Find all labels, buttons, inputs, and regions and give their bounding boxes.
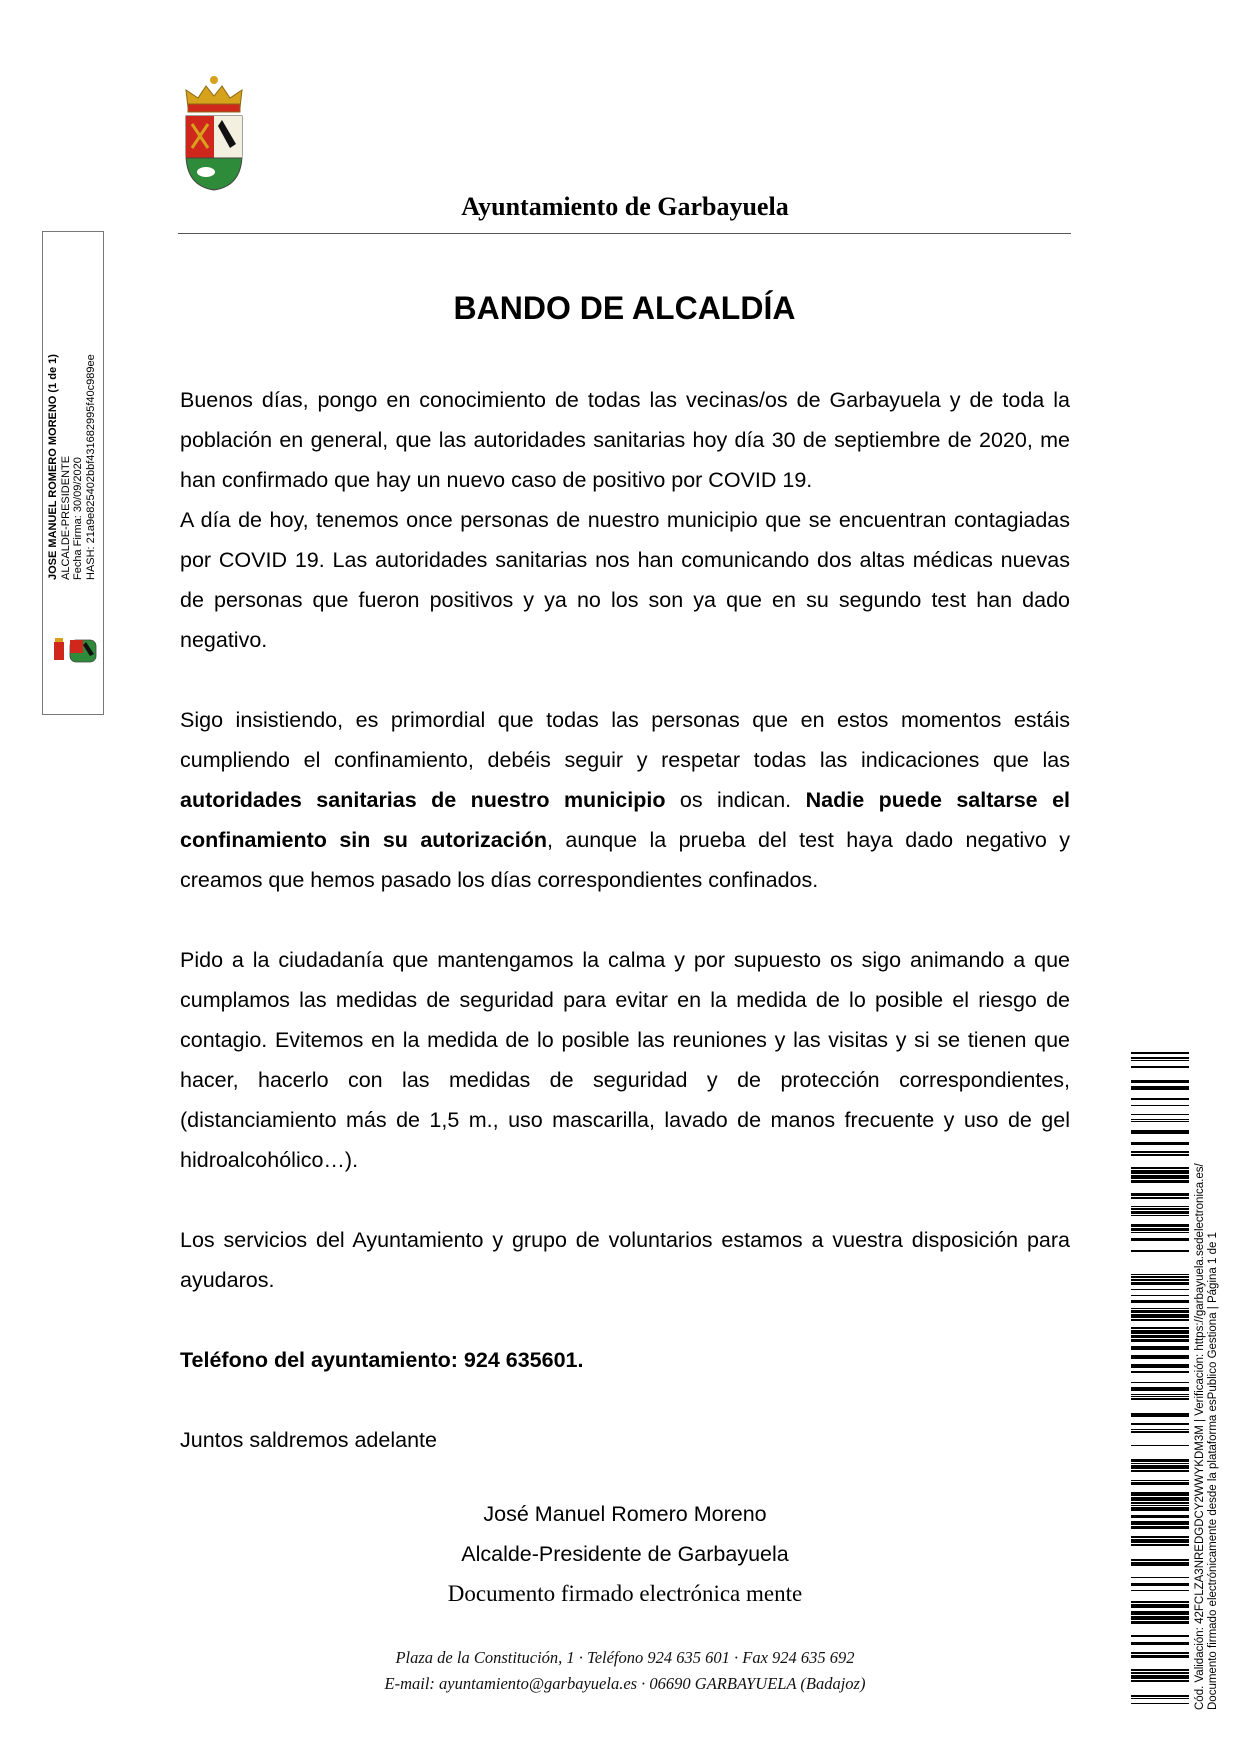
barcode-bar: [1131, 1429, 1189, 1430]
barcode-bar: [1131, 1536, 1189, 1538]
barcode-bar: [1131, 1121, 1189, 1122]
barcode-bar: [1131, 1224, 1189, 1227]
barcode-bar: [1131, 1335, 1189, 1338]
barcode-bar: [1131, 1052, 1189, 1054]
signature-block: [380, 1494, 870, 1614]
barcode-bar: [1131, 1105, 1189, 1106]
barcode-bar: [1131, 1130, 1189, 1134]
confinement-text-a: Sigo insistiendo, es primordial que todas las personas que en estos momentos estáis cumpliendo el confinamiento, debéis seguir y respetar todas las indicaciones que las: [180, 708, 1070, 772]
footer-email: E-mail: ayuntamiento@garbayuela.es · 06690 GARBAYUELA (Badajoz): [384, 1674, 866, 1693]
barcode-bar: [1131, 1346, 1189, 1350]
footer-address: Plaza de la Constitución, 1 · Teléfono 924 635 601 · Fax 924 635 692: [395, 1648, 855, 1667]
barcode-bar: [1131, 1170, 1189, 1174]
barcode-bar: [1131, 1431, 1189, 1433]
confinement-text-e: , aunque la prueba del test haya dado negativo y creamos que hemos pasado los días correspondientes confinados.: [180, 828, 1070, 892]
barcode-bar: [1131, 1279, 1189, 1281]
barcode-bar: [1131, 1423, 1189, 1425]
barcode-bar: [1131, 1635, 1189, 1637]
barcode-bar: [1131, 1655, 1189, 1658]
barcode-bar: [1131, 1142, 1189, 1145]
barcode-bar: [1131, 1642, 1189, 1645]
stamp-hash: HASH: 21a9e825402bbf431682995f40c989ee: [84, 354, 97, 580]
barcode-bar: [1131, 1698, 1189, 1699]
barcode-bar: [1131, 1228, 1189, 1231]
barcode-bar: [1131, 1364, 1189, 1368]
barcode-bar: [1131, 1086, 1189, 1090]
barcode-bar: [1131, 1197, 1189, 1199]
phone-text: Teléfono del ayuntamiento: 924 635601.: [180, 1348, 584, 1372]
signer-role: Alcalde-Presidente de Garbayuela: [461, 1542, 789, 1566]
municipal-crest-logo: [178, 74, 250, 192]
barcode-bar: [1131, 1680, 1189, 1682]
barcode-bar: [1131, 1396, 1189, 1397]
barcode-bar: [1131, 1695, 1189, 1697]
barcode-bar: [1131, 1482, 1189, 1485]
barcode-bar: [1131, 1308, 1189, 1309]
barcode-bar: [1131, 1066, 1189, 1068]
confinement-text-c: os indican.: [665, 788, 806, 812]
document-body: [180, 380, 1070, 1460]
barcode-bar: [1131, 1703, 1189, 1704]
barcode-bar: [1131, 1497, 1189, 1501]
barcode-bar: [1131, 1394, 1189, 1395]
barcode-bar: [1131, 1310, 1189, 1313]
barcode-bar: [1131, 1167, 1189, 1169]
barcode-bar: [1131, 1119, 1189, 1120]
barcode-bar: [1131, 1330, 1189, 1334]
stamp-signer: JOSE MANUEL ROMERO MORENO (1 de 1): [47, 354, 59, 580]
barcode-bar: [1131, 1057, 1189, 1059]
barcode-bar: [1131, 1669, 1189, 1671]
barcode-bar: [1131, 1211, 1189, 1214]
footer-contact: [300, 1645, 950, 1697]
barcode-bar: [1131, 1590, 1189, 1591]
barcode-bar: [1131, 1339, 1189, 1342]
barcode-bar: [1131, 1559, 1189, 1561]
barcode-bar: [1131, 1387, 1189, 1391]
barcode-bar: [1131, 1652, 1189, 1654]
barcode-bar: [1131, 1289, 1189, 1290]
barcode-bar: [1131, 1327, 1189, 1329]
barcode-bar: [1131, 1616, 1189, 1620]
validation-platform-line: Documento firmado electrónicamente desde la plataforma esPublico Gestiona | Página 1 de 1: [1207, 1232, 1219, 1710]
paragraph-services: Los servicios del Ayuntamiento y grupo de voluntarios estamos a vuestra disposición para ayudaros.: [180, 1228, 1070, 1292]
barcode-bar: [1131, 1175, 1189, 1179]
barcode-bar: [1131, 1502, 1189, 1504]
barcode-bar: [1131, 1314, 1189, 1318]
barcode-bar: [1131, 1413, 1189, 1417]
barcode-bar: [1131, 1371, 1189, 1373]
barcode-bar: [1131, 1583, 1189, 1586]
barcode-bar: [1131, 1355, 1189, 1359]
barcode-bar: [1131, 1604, 1189, 1608]
validation-barcode: [1131, 1052, 1189, 1704]
barcode-bar: [1131, 1154, 1189, 1156]
barcode-bar: [1131, 1151, 1189, 1153]
barcode-bar: [1131, 1080, 1189, 1083]
phone-line: [180, 1340, 1070, 1380]
organization-name: Ayuntamiento de Garbayuela: [461, 192, 789, 221]
barcode-bar: [1131, 1060, 1189, 1061]
barcode-bar: [1131, 1562, 1189, 1566]
document-title: BANDO DE ALCALDÍA: [453, 290, 796, 326]
barcode-bar: [1131, 1470, 1189, 1472]
barcode-bar: [1131, 1295, 1189, 1296]
barcode-bar: [1131, 1098, 1189, 1100]
barcode-bar: [1131, 1465, 1189, 1469]
barcode-bar: [1131, 1675, 1189, 1679]
stamp-crest-icon: [52, 636, 100, 666]
validation-code-line: Cód. Validación: 42FCLZA3NREDGDCY2WWYKDM3M | Verificación: https://garbayuela.sedelectronica.es/: [1194, 1163, 1206, 1710]
barcode-bar: [1131, 1282, 1189, 1285]
barcode-bar: [1131, 1250, 1189, 1252]
barcode-bar: [1131, 1480, 1189, 1481]
barcode-bar: [1131, 1507, 1189, 1511]
barcode-bar: [1131, 1526, 1189, 1529]
confinement-bold-rule: Nadie puede saltarse el confinamiento sin su autorización: [180, 788, 1071, 852]
barcode-bar: [1131, 1274, 1189, 1275]
barcode-bar: [1131, 1238, 1189, 1241]
barcode-bar: [1131, 1505, 1189, 1506]
barcode-bar: [1131, 1180, 1189, 1183]
barcode-bar: [1131, 1521, 1189, 1525]
barcode-bar: [1131, 1544, 1189, 1546]
barcode-bar: [1131, 1319, 1189, 1321]
barcode-bar: [1131, 1601, 1189, 1603]
validation-text: [1194, 1070, 1220, 1710]
paragraph-announcement: Buenos días, pongo en conocimiento de todas las vecinas/os de Garbayuela y de toda la población en general, que las autoridades sanitarias hoy día 30 de septiembre de 2020, me han confirmado que hay un nuevo caso de positivo por COVID 19.: [180, 388, 1070, 492]
barcode-bar: [1131, 1621, 1189, 1624]
barcode-bar: [1131, 1577, 1189, 1578]
barcode-bar: [1131, 1539, 1189, 1543]
barcode-bar: [1131, 1672, 1189, 1674]
paragraph-measures: Pido a la ciudadanía que mantengamos la calma y por supuesto os sigo animando a que cumplamos las medidas de seguridad para evitar en la medida de lo posible el riesgo de contagio. Evitemos en la medida de lo posible las reuniones y las visitas y si se tienen que hacer, hacerlo con las medidas de seguridad y de protección correspondientes, (distanciamiento más de 1,5 m., uso mascarilla, lavado de manos frecuente y uso de gel hidroalcohólico…).: [180, 948, 1070, 1172]
confinement-bold-authorities: autoridades sanitarias de nuestro municipio: [180, 788, 666, 812]
stamp-date: Fecha Firma: 30/09/2020: [72, 457, 84, 580]
barcode-bar: [1131, 1114, 1189, 1115]
paragraph-confinement: [180, 700, 1070, 900]
barcode-bar: [1131, 1215, 1189, 1216]
barcode-bar: [1131, 1515, 1189, 1518]
signer-name: José Manuel Romero Moreno: [483, 1502, 767, 1526]
header-divider: [178, 233, 1071, 234]
barcode-bar: [1131, 1208, 1189, 1210]
paragraph-status: A día de hoy, tenemos once personas de nuestro municipio que se encuentran contagiadas por COVID 19. Las autoridades sanitarias nos han comunicando dos altas médicas nuevas de personas que fueron positivos y ya no los son ya que en su segundo test han dado negativo.: [180, 508, 1070, 652]
barcode-bar: [1131, 1492, 1189, 1496]
stamp-role: ALCALDE-PRESIDENTE: [59, 455, 72, 580]
barcode-bar: [1131, 1611, 1189, 1615]
electronic-signature-note: Documento firmado electrónica mente: [447, 1581, 803, 1606]
barcode-bar: [1131, 1459, 1189, 1462]
barcode-bar: [1131, 1232, 1189, 1233]
barcode-bar: [1131, 1276, 1189, 1278]
barcode-bar: [1131, 1445, 1189, 1446]
barcode-bar: [1131, 1463, 1189, 1464]
barcode-bar: [1131, 1300, 1189, 1303]
signature-stamp-text: [47, 340, 97, 580]
closing-line: Juntos saldremos adelante: [180, 1428, 437, 1452]
barcode-bar: [1131, 1206, 1189, 1207]
barcode-bar: [1131, 1382, 1189, 1383]
barcode-bar: [1131, 1398, 1189, 1400]
barcode-bar: [1131, 1193, 1189, 1196]
